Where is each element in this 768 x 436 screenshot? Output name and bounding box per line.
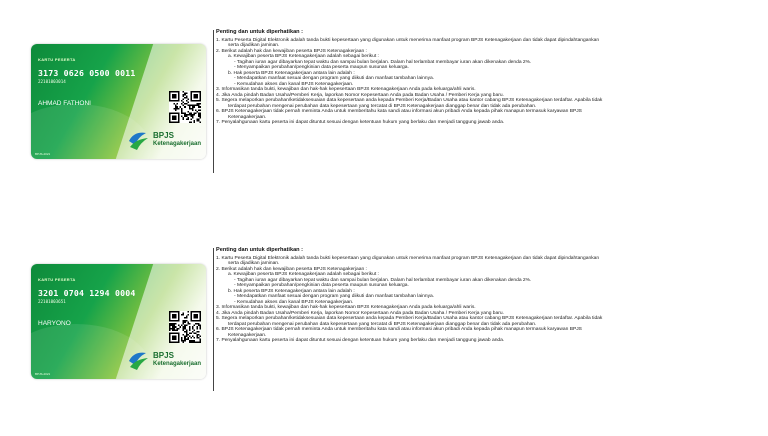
terms-item-6-cont: Ketenagakerjaan. <box>228 332 267 338</box>
terms-item-2b2: - Kemudahan akses dan kanal BPJS Ketenagakerjaan. <box>234 299 354 305</box>
bpjs-logo-icon <box>126 129 150 151</box>
terms-item-4: 4. Jika Anda pindah Badan Usaha/Pemberi Kerja, laporkan Nomor Kepesertaan Anda pada Badan Usaha / Pemberi Kerja yang baru. <box>216 92 504 98</box>
terms-item-2b: b. Hak peserta BPJS Ketenagakerjaan antara lain adalah : <box>228 288 355 294</box>
terms-block-1 <box>213 30 698 126</box>
terms-item-2: 2. Berikut adalah hak dan kewajiban peserta BPJS Ketenagakerjaan : <box>216 48 367 54</box>
qr-code-icon <box>169 311 201 343</box>
terms-item-3: 3. Informasikan tanda bukti, kewajiban dan hak-hak kepesertaan BPJS Ketenagakerjaan Anda pada keluarga/ahli waris. <box>216 305 476 310</box>
terms-heading: Penting dan untuk diperhatikan : <box>216 29 304 35</box>
card-title: KARTU PESERTA <box>38 277 76 282</box>
bpjs-logo-icon <box>126 349 150 371</box>
terms-item-5: 5. Segera melaporkan perubahan/ketidaksesuaian data kepesertaan anda kepada Pemberi Kerja/Badan Usaha atau kantor cabang BPJS Ketenagakerjaan terdaftar. Apabila tidak <box>216 98 603 103</box>
terms-item-2a1: - Tagihan iuran agar dibayarkan tepat waktu dan sampai bulan berjalan. Dalam hal terlambat membayar iuran akan dikenakan denda 2%. <box>234 277 532 283</box>
card-footer: BPJS-2021 <box>35 372 51 376</box>
card-number: 3173 0626 0500 0011 <box>38 68 136 78</box>
terms-item-2a2: - Menyampaikan perubahan/pengkinian data peserta maupun susunan keluarga. <box>234 65 409 70</box>
member-card-1 <box>31 44 206 159</box>
bpjs-logo <box>126 349 206 371</box>
card-footer: BPJS-2021 <box>35 152 51 156</box>
logo-text-ketenagakerjaan: Ketenagakerjaan <box>153 141 202 147</box>
terms-heading: Penting dan untuk diperhatikan : <box>216 247 304 253</box>
terms-item-2a: a. Kewajiban peserta BPJS Ketenagakerjaan adalah sebagai berikut : <box>228 272 379 277</box>
terms-item-7: 7. Penyalahgunaan kartu peserta ini dapat dituntut sesuai dengan ketentuan hukum yang berlaku dan menjadi tanggung jawab anda. <box>216 338 505 343</box>
terms-item-1: 1. Kartu Peserta Digital Elektronik adalah tanda bukti kepesertaan yang digunakan untuk menerima manfaat program BPJS Ketenagakerjaan dan tidak dapat dipindahtangankan <box>216 37 600 43</box>
qr-code-icon <box>169 91 201 123</box>
terms-item-5: 5. Segera melaporkan perubahan/ketidaksesuaian data kepesertaan anda kepada Pemberi Kerja/Badan Usaha atau kantor cabang BPJS Ketenagakerjaan terdaftar. Apabila tidak <box>216 316 603 321</box>
terms-item-1: 1. Kartu Peserta Digital Elektronik adalah tanda bukti kepesertaan yang digunakan untuk menerima manfaat program BPJS Ketenagakerjaan dan tidak dapat dipindahtangankan <box>216 255 600 261</box>
terms-item-7: 7. Penyalahgunaan kartu peserta ini dapat dituntut sesuai dengan ketentuan hukum yang berlaku dan menjadi tanggung jawab anda. <box>216 120 505 125</box>
terms-block-2 <box>213 248 698 344</box>
card-holder-name: HARYONO <box>38 320 71 327</box>
terms-item-6-cont: Ketenagakerjaan. <box>228 114 267 120</box>
logo-text-bpjs: BPJS <box>153 131 174 140</box>
logo-text-ketenagakerjaan: Ketenagakerjaan <box>153 361 202 367</box>
card-number: 3201 0704 1294 0004 <box>38 288 136 298</box>
terms-item-4: 4. Jika Anda pindah Badan Usaha/Pemberi Kerja, laporkan Nomor Kepesertaan Anda pada Badan Usaha / Pemberi Kerja yang baru. <box>216 310 504 316</box>
terms-item-2a1: - Tagihan iuran agar dibayarkan tepat waktu dan sampai bulan berjalan. Dalam hal terlambat membayar iuran akan dikenakan denda 2%. <box>234 59 532 65</box>
terms-item-2a2: - Menyampaikan perubahan/pengkinian data peserta maupun susunan keluarga. <box>234 283 409 288</box>
terms-item-2b2: - Kemudahan akses dan kanal BPJS Ketenagakerjaan. <box>234 81 354 87</box>
card-holder-name: AHMAD FATHONI <box>38 100 91 107</box>
terms-item-2b1: - Mendapatkan manfaat sesuai dengan program yang diikuti dan manfaat tambahan lainnya. <box>234 76 435 81</box>
terms-item-1-cont: serta dijadikan jaminan. <box>228 43 280 48</box>
terms-item-6: 6. BPJS Ketenagakerjaan tidak pernah meminta Anda untuk memberitahu kata sandi atau informasi akun pribadi Anda kepada pihak manapun termasuk karyawan BPJS <box>216 109 582 114</box>
member-card-2 <box>31 264 206 379</box>
terms-item-2b1: - Mendapatkan manfaat sesuai dengan program yang diikuti dan manfaat tambahan lainnya. <box>234 294 435 299</box>
terms-item-5-cont: terdapat perubahan mengenai perubahan data kepesertaan yang tercatat di BPJS Ketenagakerjaan dianggap benar dan tidak ada perubahan. <box>228 321 537 327</box>
terms-item-6: 6. BPJS Ketenagakerjaan tidak pernah meminta Anda untuk memberitahu kata sandi atau informasi akun pribadi Anda kepada pihak manapun termasuk karyawan BPJS <box>216 327 582 332</box>
terms-item-2b: b. Hak peserta BPJS Ketenagakerjaan antara lain adalah : <box>228 70 355 76</box>
card-sub-number: 22101003651 <box>38 299 66 304</box>
terms-item-3: 3. Informasikan tanda bukti, kewajiban dan hak-hak kepesertaan BPJS Ketenagakerjaan Anda pada keluarga/ahli waris. <box>216 87 476 92</box>
terms-item-2a: a. Kewajiban peserta BPJS Ketenagakerjaan adalah sebagai berikut : <box>228 54 379 59</box>
card-sub-number: 22101003014 <box>38 79 66 84</box>
terms-item-5-cont: terdapat perubahan mengenai perubahan data kepesertaan yang tercatat di BPJS Ketenagakerjaan dianggap benar dan tidak ada perubahan. <box>228 103 537 109</box>
card-title: KARTU PESERTA <box>38 57 76 62</box>
terms-item-1-cont: serta dijadikan jaminan. <box>228 261 280 266</box>
logo-text-bpjs: BPJS <box>153 351 174 360</box>
bpjs-logo <box>126 129 206 151</box>
terms-item-2: 2. Berikut adalah hak dan kewajiban peserta BPJS Ketenagakerjaan : <box>216 266 367 272</box>
